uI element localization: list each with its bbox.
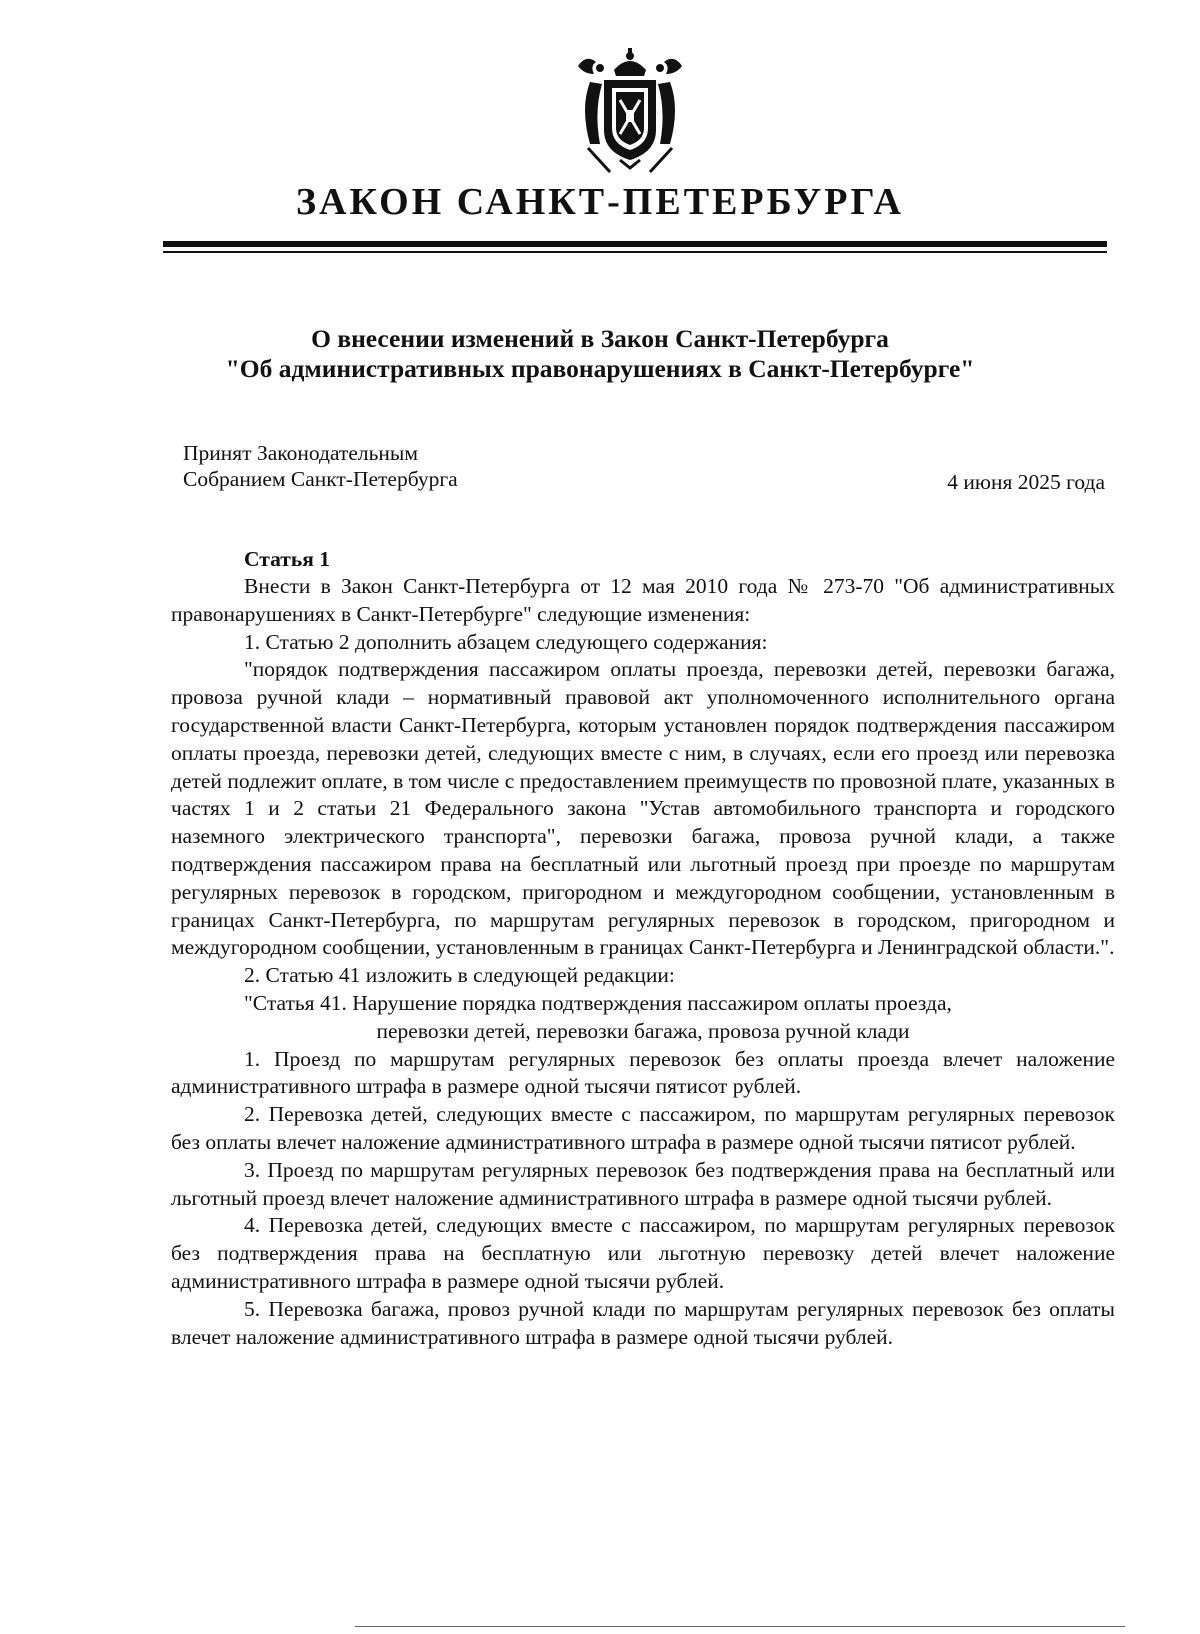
document-heading-line-2: "Об административных правонарушениях в Санкт-Петербурге" [225,354,975,383]
article-body [171,573,1115,1351]
adoption-line-2: Собранием Санкт-Петербурга [183,467,458,491]
document-heading-line-1: О внесении изменений в Закон Санкт-Петербурга [311,324,889,353]
amendment-item-2: 2. Статью 41 изложить в следующей редакции: [244,963,675,988]
amendment-item-1-text: "порядок подтверждения пассажиром оплаты проезда, перевозки детей, перевозки багажа, провоза ручной клади – нормативный правовой акт уполномоченного исполнительного органа государственной власти Санкт-Петербурга, которым установлен порядок подтверждения пассажиром оплаты проезда, перевозки детей, следующих вместе с ним, в случаях, если его проезд или перевозка детей подлежит оплате, в том числе с предоставлением преимуществ по провозной плате, указанных в частях 1 и 2 статьи 21 Федерального закона "Устав автомобильного транспорта и городского наземного электрического транспорта", перевозки багажа, провоза ручной клади, а также подтверждения пассажиром права на бесплатный или льготный проезд при проезде по маршрутам регулярных перевозок в городском, пригородном и междугородном сообщении, установленным в границах Санкт-Петербурга, по маршрутам регулярных перевозок в городском, пригородном и междугородном сообщении, установленным в границах Санкт-Петербурга и Ленинградской области.". [171,657,1115,960]
document-heading [0,324,1200,384]
article-41-part-5: 5. Перевозка багажа, провоз ручной клади по маршрутам регулярных перевозок без оплаты влечет наложение административного штрафа в размере одной тысячи рублей. [171,1296,1115,1349]
saint-petersburg-coat-of-arms-icon [570,48,690,176]
adoption-date: 4 июня 2025 года [947,470,1105,494]
article-41-part-1: 1. Проезд по маршрутам регулярных перевозок без оплаты проезда влечет наложение административного штрафа в размере одной тысячи пятисот рублей. [171,1046,1115,1099]
article-41-part-4: 4. Перевозка детей, следующих вместе с пассажиром, по маршрутам регулярных перевозок без подтверждения права на бесплатную или льготную перевозку детей влечет наложение административного штрафа в размере одной тысячи рублей. [171,1213,1115,1293]
article-41-part-3: 3. Проезд по маршрутам регулярных перевозок без подтверждения права на бесплатный или льготный проезд влечет наложение административного штрафа в размере одной тысячи рублей. [171,1157,1115,1210]
page-bottom-rule [355,1626,1125,1627]
adoption-line-1: Принят Законодательным [183,441,418,465]
amendment-item-1: 1. Статью 2 дополнить абзацем следующего содержания: [244,629,768,654]
header-divider-thick [163,241,1107,247]
article-title: Статья 1 [244,547,330,571]
adoption-statement [183,440,458,492]
article-41-part-2: 2. Перевозка детей, следующих вместе с пассажиром, по маршрутам регулярных перевозок без оплаты влечет наложение административного штрафа в размере одной тысячи пятисот рублей. [171,1102,1115,1154]
article-41-title-line-2: перевозки детей, перевозки багажа, провоза ручной клади [376,1018,910,1043]
law-title: ЗАКОН САНКТ-ПЕТЕРБУРГА [295,181,904,223]
article-intro: Внести в Закон Санкт-Петербурга от 12 мая 2010 года № 273-70 "Об административных правонарушениях в Санкт-Петербурге" следующие изменения: [171,574,1115,626]
article-41-title-line-1: "Статья 41. Нарушение порядка подтверждения пассажиром оплаты проезда, [244,990,952,1015]
header-divider-thin [163,251,1107,253]
